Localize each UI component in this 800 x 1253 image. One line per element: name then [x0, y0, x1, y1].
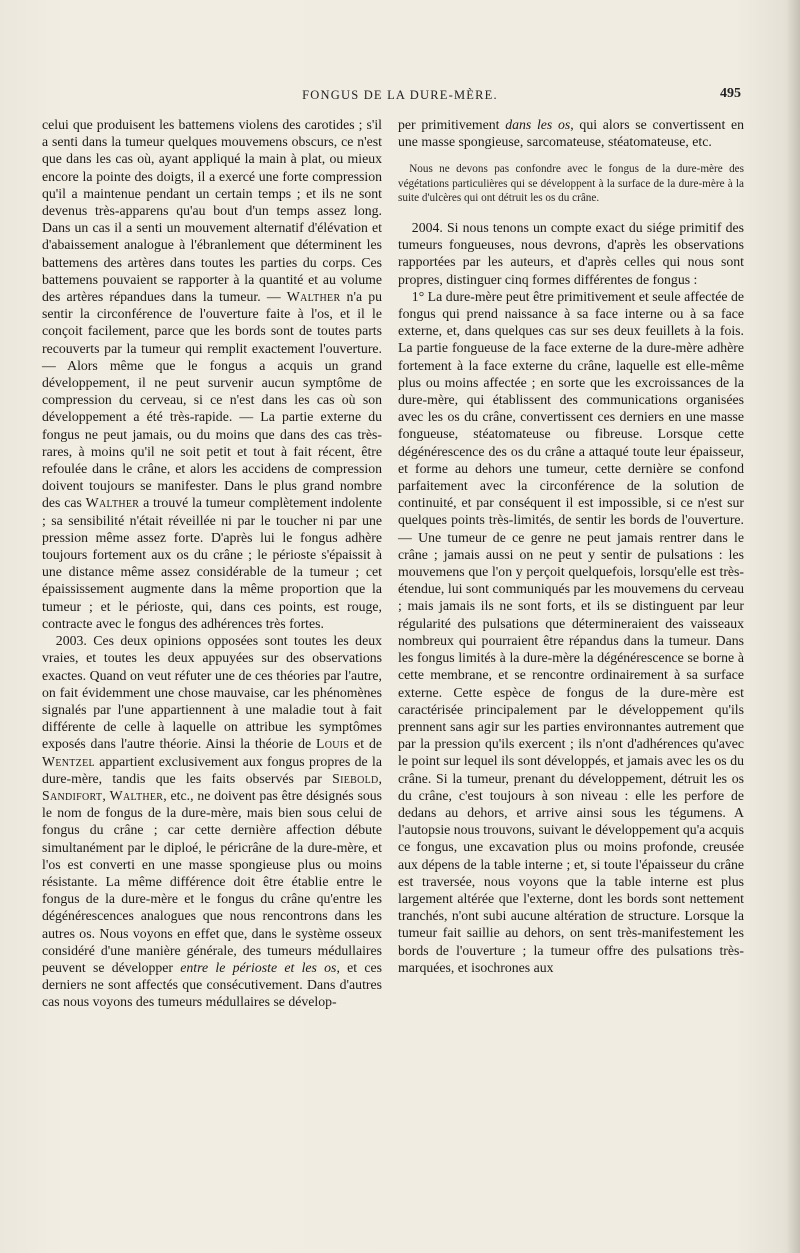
author-name: Louis: [316, 736, 350, 752]
page-number: 495: [720, 86, 741, 101]
text-run: 2003. Ces deux opinions opposées sont toutes les deux vraies, et toutes les deux appuyées sur des observations exactes. Quand on veut réfuter une de ces théories par l'autre, on fait évidemment une chose mauvaise, car les phénomènes signalés par l'une appartiennent à une maladie tout à fait différente de celle à laquelle on attribue les symptômes exposés dans l'autre théorie. Ainsi la théorie de: [42, 633, 382, 752]
text-run: n'a pu sentir la circonférence de l'ouverture faite à l'os, et il le conçoit facilement, parce que les bords sont de toutes parts recouverts par la tumeur qui remplit exactement l'ouverture. — Alors même que le fongus a acquis un grand développement, il ne peut survenir aucun symptôme de compression du cerveau, si ce n'est dans les cas où son développement a été très-rapide. — La partie externe du fongus ne peut jamais, ou du moins que dans des cas très-rares, à moins qu'il ne soit petit et tout à fait récent, être refoulée dans le crâne, et alors les accidens de compression doivent toujours se manifester. Dans le plus grand nombre des cas: [42, 289, 382, 511]
paragraph-continued: [398, 116, 744, 150]
footnote: Nous ne devons pas confondre avec le fongus de la dure-mère des végétations particulières qui se développent à la surface de la dure-mère à la suite d'ulcères qui ont détruit les os du crâne.: [398, 163, 744, 204]
text-run: ,: [378, 770, 382, 786]
paragraph-2003: [42, 632, 382, 1010]
text-run: et de: [349, 736, 382, 752]
text-run: , qui alors se convertissent en une masse spongieuse, sarcomateuse, stéatomateuse, etc.: [398, 117, 745, 150]
text-run: , et ces derniers ne sont affectés que consécutivement. Dans d'autres cas nous voyons des tumeurs médullaires se dévelop-: [42, 959, 383, 1010]
paragraph-first-form: 1° La dure-mère peut être primitivement et seule affectée de fongus qui prend naissance à sa face interne ou à sa face externe, et, dans quelques cas sur ses deux feuillets à la fois. La partie fongueuse de la face externe de la dure-mère adhère fortement à la face externe du crâne, laquelle est elle-même plus ou moins affectée ; en sorte que les excroissances de la dure-mère, qui établissent des communications organisées avec les os du crâne, convertissent ces derniers en une masse fongueuse, stéatomateuse ou fibreuse. Lorsque cette dégénérescence des os du crâne a attaqué toute leur épaisseur, et forme au dehors une tumeur, cette dernière se confond parfaitement avec la circonférence de la solution de continuité, et par conséquent il est impossible, si ce n'est sur quelques points très-limités, de sentir les bords de l'ouverture. — Une tumeur de ce genre ne peut jamais rentrer dans le crâne ; jamais aussi on ne peut y sentir de pulsations : les mouvemens que l'on y perçoit quelquefois, lorsqu'elle est très-étendue, lui sont communiqués par les mouvemens du cerveau ; mais jamais ils ne sont forts, et ils se distinguent par leur régularité des pulsations que détermineraient des vaisseaux nombreux qui pourraient être répandus dans la tumeur. Dans les fongus limités à la dure-mère la dégénérescence se borne à cette membrane, et se rencontre ordinairement à sa surface externe. Cette espèce de fongus de la dure-mère est caractérisée principalement par le développement qu'ils prennent sans agir sur les parties environnantes autrement que par la pression qu'ils exercent ; ils n'ont d'adhérences qu'avec le point sur lequel ils sont développés, et jamais avec les os du crâne. Si la tumeur, prenant du développement, détruit les os du crâne, c'est toujours à son niveau : elle les perfore de dedans au dehors, et arrive ainsi sous les tégumens. A l'autopsie nous trouvons, suivant le développement qu'a acquis ce fongus, une excavation plus ou moins profonde, creusée aux dépens de la table interne ; et, si toute l'épaisseur du crâne est traversée, nous voyons que la table interne est plus largement altérée que l'externe, dont les bords sont nettement tranchés, n'ont subi aucune altération de structure. Lorsque la tumeur fait saillie au dehors, on sent très-manifestement les bords de l'ouverture ; la tumeur offre des pulsations très-marquées, et isochrones aux: [398, 288, 744, 975]
paragraph-continued: [42, 116, 382, 632]
author-name: Wentzel: [42, 753, 95, 769]
author-name: Walther: [109, 787, 164, 803]
italic-phrase: entre le périoste et les os: [180, 959, 337, 975]
text-run: per primitivement: [398, 117, 506, 132]
text-run: a trouvé la tumeur complètement indolente ; sa sensibilité n'était réveillée ni par le toucher ni par une pression même assez forte. D'après lui le fongus adhère toujours fortement aux os du crâne ; le périoste s'épaissit à une distance même assez considérable de la tumeur ; cet épaississement augmente dans la même proportion que la tumeur ; et le périoste, qui, dans ces points, est rouge, contracte avec le fongus des adhérences très fortes.: [42, 495, 382, 631]
left-column: [42, 116, 382, 1011]
page-edge-shadow: [786, 0, 800, 1253]
text-run: appartient exclusivement aux fongus propres de la dure-mère, tandis que les faits observés par: [42, 753, 382, 786]
author-name: Walther: [286, 289, 341, 305]
author-name: Sandifort: [42, 787, 103, 803]
paragraph-2004: 2004. Si nous tenons un compte exact du siége primitif des tumeurs fongueuses, nous devrons, d'après les observations rapportées par les auteurs, et d'après celles qui nous sont propres, distinguer cinq formes différentes de fongus :: [398, 220, 744, 287]
running-head: FONGUS DE LA DURE-MÈRE.: [302, 88, 498, 102]
author-name: Siebold: [332, 770, 379, 786]
text-run: celui que produisent les battemens violens des carotides ; s'il a senti dans la tumeur quelques mouvemens obscurs, ce n'est que dans les cas où, ayant appliqué la main à plat, ou mieux encore la pointe des doigts, il a exercé une forte compression qu'il a maintenue pendant un certain temps ; et ils ne sont devenus très-apparens qu'au bout d'un temps assez long. Dans un cas il a senti un mouvement alternatif d'élévation et d'abaissement analogue à l'ébranlement que déterminent les battemens des artères dans toutes les parties du corps. Ces battemens pouvaient se rapporter à la quantité et au volume des artères répandues dans la tumeur. —: [42, 117, 382, 305]
text-run: ,: [102, 787, 110, 803]
right-column: [398, 116, 744, 976]
italic-phrase: dans les os: [505, 117, 571, 132]
author-name: Walther: [85, 495, 140, 511]
text-run: , etc., ne doivent pas être désignés sous le nom de fongus de la dure-mère, mais bien sous celui de fongus du crâne ; car cette dernière affection débute simultanément par le diploé, le péricrâne de la dure-mère, et l'os est converti en une masse spongieuse plus ou moins résistante. La même différence doit être établie entre le fongus de la dure-mère et le fongus du crâne qu'entre les dégénérescences analogues que nous rencontrons dans les autres os. Nous voyons en effet que, dans le système osseux considéré d'une manière générale, des tumeurs médullaires peuvent se développer: [42, 787, 382, 975]
